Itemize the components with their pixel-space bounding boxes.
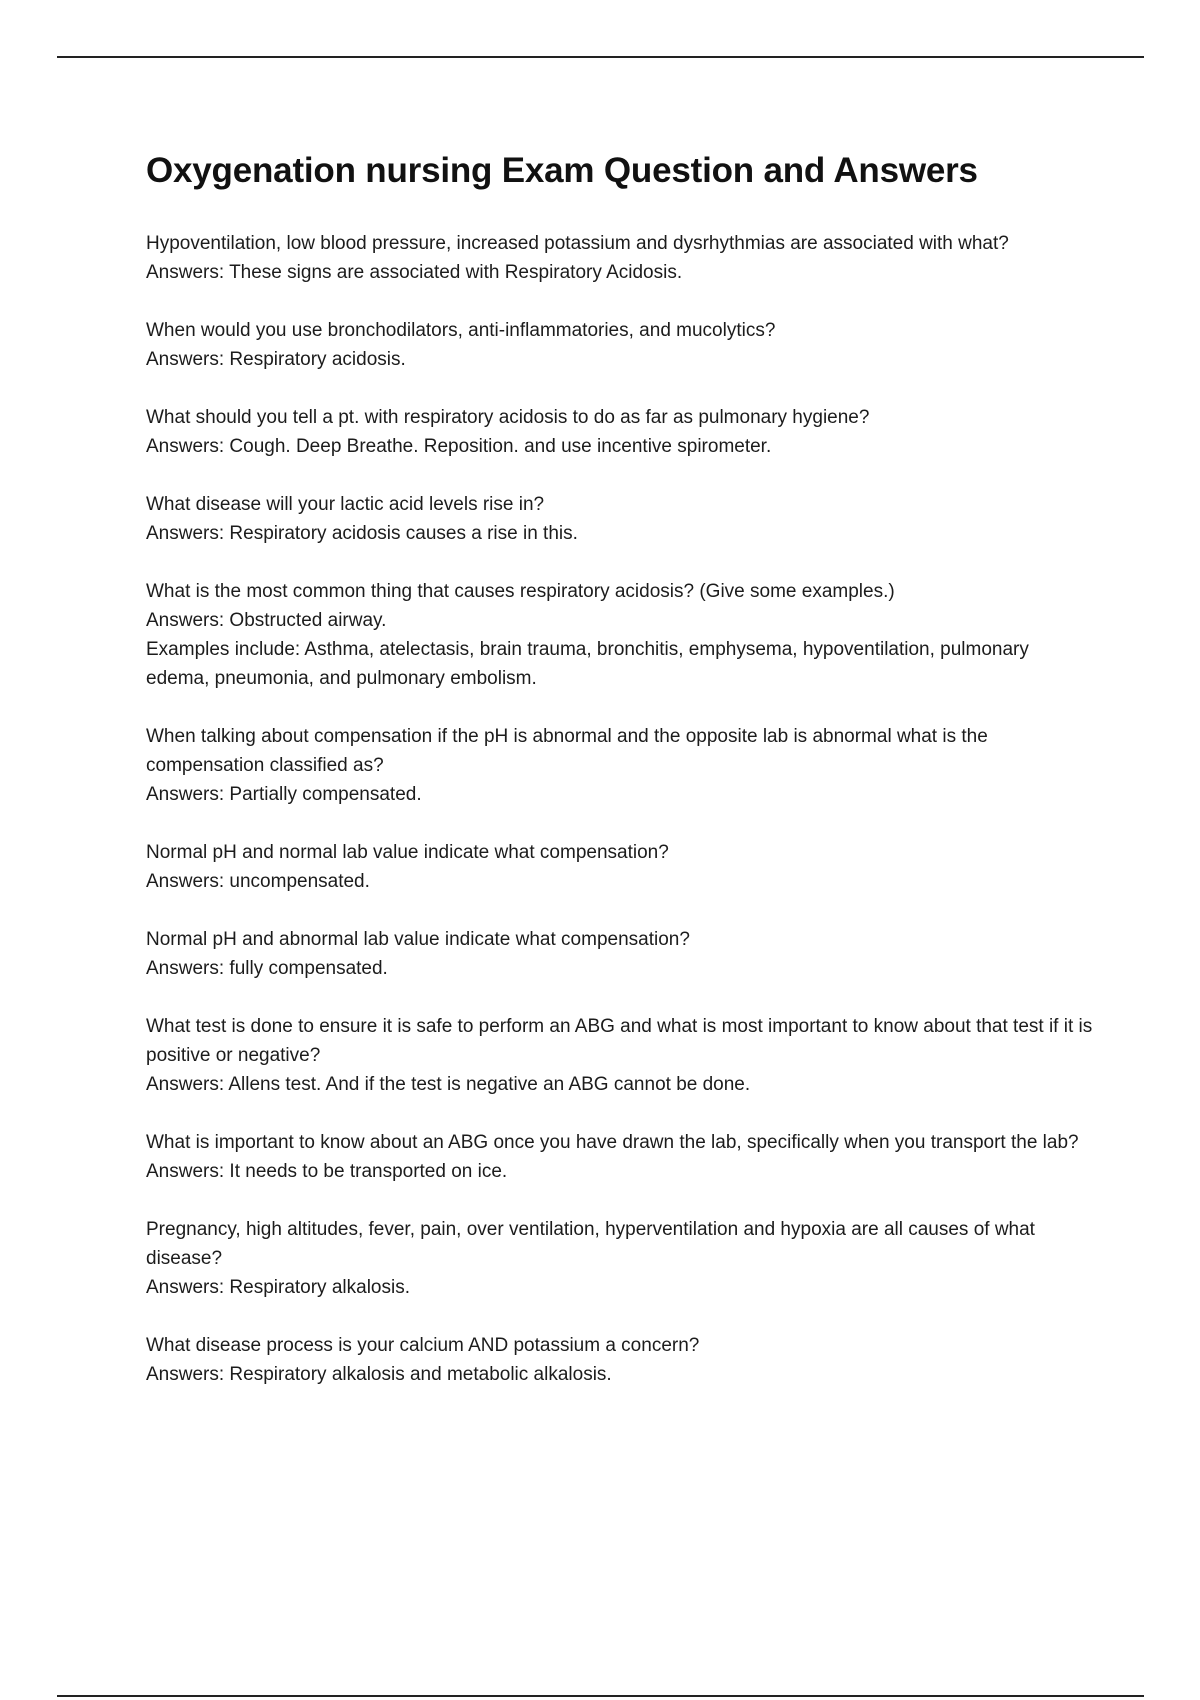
qa-item <box>146 925 1096 983</box>
qa-item <box>146 1012 1096 1099</box>
answer-text: Answers: uncompensated. <box>146 871 370 892</box>
answer-text: Answers: Partially compensated. <box>146 784 422 805</box>
question-text: Normal pH and normal lab value indicate what compensation? <box>146 842 669 863</box>
qa-item <box>146 403 1096 461</box>
qa-item <box>146 490 1096 548</box>
question-text: When talking about compensation if the pH is abnormal and the opposite lab is abnormal what is the compensation classified as? <box>146 726 988 776</box>
answer-text: Answers: Obstructed airway. <box>146 610 387 631</box>
qa-item <box>146 1215 1096 1302</box>
question-text: What disease process is your calcium AND potassium a concern? <box>146 1335 700 1356</box>
answer-text: Answers: Respiratory acidosis. <box>146 349 406 370</box>
question-text: What test is done to ensure it is safe to perform an ABG and what is most important to know about that test if it is positive or negative? <box>146 1016 1093 1066</box>
answer-text: Answers: These signs are associated with Respiratory Acidosis. <box>146 262 683 283</box>
answer-text: Answers: Respiratory alkalosis and metabolic alkalosis. <box>146 1364 612 1385</box>
qa-item <box>146 838 1096 896</box>
qa-item <box>146 1128 1096 1186</box>
answer-text: Answers: Respiratory acidosis causes a rise in this. <box>146 523 578 544</box>
question-text: What is important to know about an ABG once you have drawn the lab, specifically when you transport the lab? <box>146 1132 1079 1153</box>
qa-item <box>146 1331 1096 1389</box>
header-rule <box>57 56 1144 58</box>
answer-text: Answers: fully compensated. <box>146 958 388 979</box>
answer-text: Answers: Allens test. And if the test is negative an ABG cannot be done. <box>146 1074 751 1095</box>
document-body <box>146 145 1096 1418</box>
answer-text: Answers: It needs to be transported on ice. <box>146 1161 508 1182</box>
qa-item <box>146 229 1096 287</box>
question-text: Hypoventilation, low blood pressure, increased potassium and dysrhythmias are associated with what? <box>146 233 1009 254</box>
qa-item <box>146 722 1096 809</box>
question-text: Pregnancy, high altitudes, fever, pain, over ventilation, hyperventilation and hypoxia are all causes of what disease? <box>146 1219 1035 1269</box>
qa-item <box>146 316 1096 374</box>
answer-examples-text: Examples include: Asthma, atelectasis, brain trauma, bronchitis, emphysema, hypoventilation, pulmonary edema, pneumonia, and pulmonary embolism. <box>146 639 1029 689</box>
answer-text: Answers: Cough. Deep Breathe. Reposition. and use incentive spirometer. <box>146 436 772 457</box>
footer-rule <box>57 1695 1144 1697</box>
answer-text: Answers: Respiratory alkalosis. <box>146 1277 410 1298</box>
question-text: What is the most common thing that causes respiratory acidosis? (Give some examples.) <box>146 581 895 602</box>
question-text: What should you tell a pt. with respiratory acidosis to do as far as pulmonary hygiene? <box>146 407 870 428</box>
question-text: What disease will your lactic acid levels rise in? <box>146 494 545 515</box>
page-title: Oxygenation nursing Exam Question and Answers <box>146 151 978 190</box>
qa-item <box>146 577 1096 693</box>
question-text: When would you use bronchodilators, anti-inflammatories, and mucolytics? <box>146 320 776 341</box>
question-text: Normal pH and abnormal lab value indicate what compensation? <box>146 929 690 950</box>
